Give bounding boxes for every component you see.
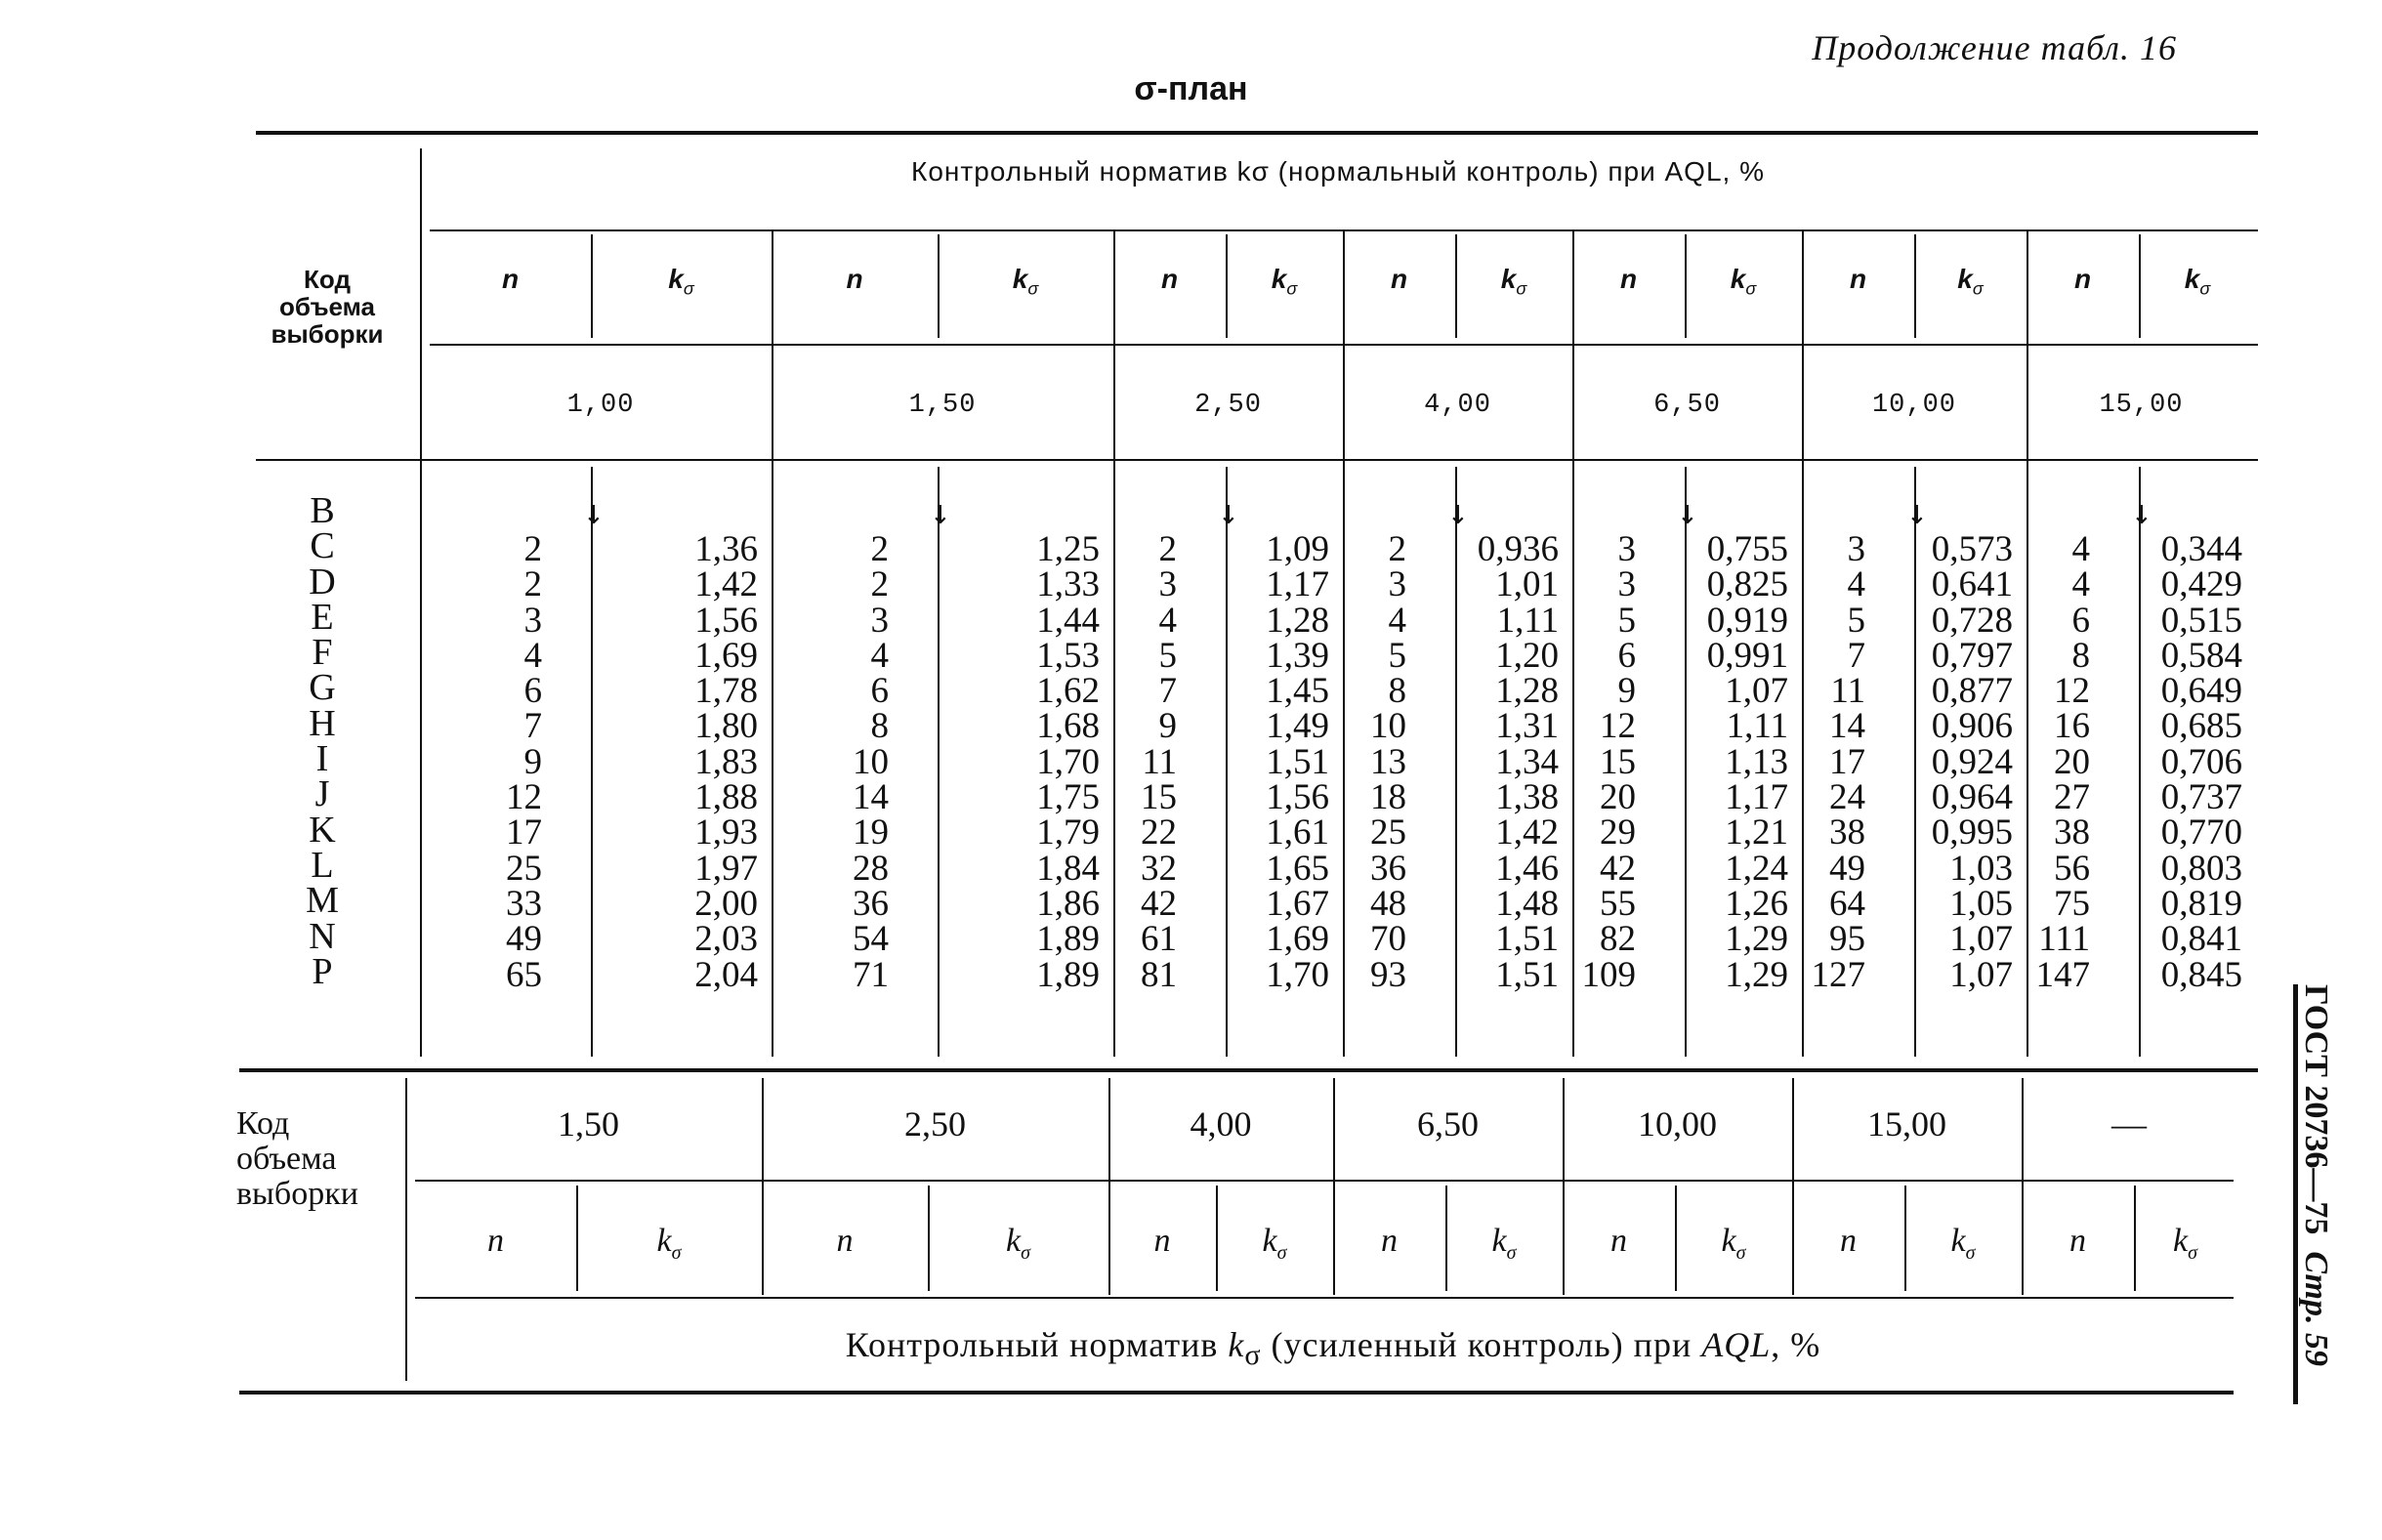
- code-letter: D: [309, 561, 336, 603]
- code-letter: P: [312, 950, 333, 992]
- bottom-aql-value: 1,50: [558, 1104, 619, 1144]
- top-column-n: 3 3 5 6 9 12 15 20 29 42 55 82 109: [1581, 529, 1636, 995]
- code-letter: H: [309, 702, 336, 744]
- top-table-caption: Контрольный норматив kσ (нормальный контроль) при AQL, %: [911, 156, 1765, 187]
- bottom-header-n: n: [836, 1223, 854, 1259]
- bottom-header-k-sub: σ: [1965, 1241, 1976, 1264]
- top-header-n: n: [2073, 264, 2092, 294]
- top-header-n: n: [1160, 264, 1179, 294]
- bottom-header-n: n: [1840, 1223, 1857, 1259]
- top-aql-value: 1,50: [908, 391, 977, 420]
- bottom-header-k-sub: σ: [1735, 1241, 1746, 1264]
- top-header-k: $k_\sigma$: [1500, 264, 1527, 299]
- bottom-aql-rule: [415, 1180, 2234, 1182]
- code-letter: I: [315, 738, 329, 780]
- bottom-header-n: n: [1610, 1223, 1627, 1259]
- top-aql-value: 10,00: [1871, 391, 1956, 420]
- plan-title: σ-план: [1134, 70, 1248, 107]
- top-table-label-divider: [420, 148, 422, 1057]
- top-column-n: 2 3 4 5 7 9 11 15 22 32 42 61 81: [1141, 529, 1177, 995]
- bottom-aql-value: 10,00: [1638, 1104, 1717, 1144]
- top-column-k: 0,573 0,641 0,728 0,797 0,877 0,906 0,924 0,964 0,995 1,03 1,05 1,07 1,07: [1931, 529, 2013, 995]
- bottom-header-k: $k_\sigma$: [1491, 1223, 1517, 1264]
- top-header-k-sub: σ: [683, 278, 694, 299]
- top-aql-value: 4,00: [1424, 391, 1491, 420]
- bottom-header-k-sub: σ: [671, 1241, 682, 1264]
- down-arrow-icon: ↓: [583, 501, 605, 530]
- top-aql-value: 15,00: [2099, 391, 2184, 420]
- bottom-header-k-sub: σ: [1276, 1241, 1287, 1264]
- code-letter: E: [311, 596, 334, 638]
- top-table-bottom-rule: [239, 1068, 2258, 1072]
- top-column-k: 0,755 0,825 0,919 0,991 1,07 1,11 1,13 1,17 1,21 1,24 1,26 1,29 1,29: [1706, 529, 1788, 995]
- down-arrow-icon: ↓: [930, 501, 951, 530]
- bottom-aql-value: 6,50: [1417, 1104, 1479, 1144]
- continuation-label: Продолжение табл. 16: [1812, 28, 2177, 67]
- code-letter: F: [312, 632, 333, 674]
- code-letter: J: [314, 773, 330, 815]
- top-column-k: 1,36 1,42 1,56 1,69 1,78 1,80 1,83 1,88 1,93 1,97 2,00 2,03 2,04: [694, 529, 758, 995]
- top-header-k: $k_\sigma$: [1957, 264, 1984, 299]
- code-letter: L: [311, 844, 334, 886]
- top-header-k-sub: σ: [1516, 278, 1527, 299]
- top-column-n: 4 4 6 8 12 16 20 27 38 56 75 111 147: [2035, 529, 2090, 995]
- side-running-head: ГОСТ 20736—75 Стр. 59: [2298, 984, 2334, 1366]
- top-row-label: Код объема выборки: [271, 265, 384, 349]
- down-arrow-icon: ↓: [1218, 501, 1239, 530]
- bottom-table-label-divider: [405, 1078, 407, 1381]
- top-aql-rule: [256, 459, 2258, 461]
- top-header-k-sub: σ: [1972, 278, 1984, 299]
- top-header-n: n: [1619, 264, 1638, 294]
- down-arrow-icon: ↓: [1677, 501, 1698, 530]
- code-letter: C: [310, 525, 335, 567]
- bottom-header-k: $k_\sigma$: [1950, 1223, 1976, 1264]
- top-header-k: $k_\sigma$: [2184, 264, 2211, 299]
- bottom-aql-value: 4,00: [1190, 1104, 1252, 1144]
- top-header-k-sub: σ: [2199, 278, 2211, 299]
- top-column-k: 0,936 1,01 1,11 1,20 1,28 1,31 1,34 1,38 1,42 1,46 1,48 1,51 1,51: [1477, 529, 1559, 995]
- bottom-header-k: $k_\sigma$: [656, 1223, 682, 1264]
- sample-size-code-letters: [293, 490, 352, 992]
- top-table-top-rule: [256, 131, 2258, 135]
- down-arrow-icon: ↓: [1906, 501, 1928, 530]
- bottom-header-k-sub: σ: [1506, 1241, 1517, 1264]
- bottom-header-n: n: [487, 1223, 504, 1259]
- top-column-n: 2 2 3 4 6 8 10 14 19 28 36 54 71: [853, 529, 889, 995]
- code-letter: M: [306, 880, 339, 922]
- bottom-header-k: $k_\sigma$: [2173, 1223, 2197, 1264]
- bottom-header-n: n: [1153, 1223, 1171, 1259]
- top-header-k-sub: σ: [1286, 278, 1298, 299]
- bottom-table-bottom-rule: [239, 1391, 2234, 1394]
- top-column-k: 1,25 1,33 1,44 1,53 1,62 1,68 1,70 1,75 1,79 1,84 1,86 1,89 1,89: [1036, 529, 1100, 995]
- top-header-k-sub: σ: [1745, 278, 1757, 299]
- bottom-table-caption: Контрольный норматив $k_\sigma$ (усиленный контроль) при AQL, %: [845, 1325, 1821, 1372]
- bottom-aql-value: —: [2111, 1104, 2147, 1144]
- bottom-header-n: n: [2069, 1223, 2086, 1259]
- bottom-header-k: $k_\sigma$: [1006, 1223, 1030, 1264]
- bottom-header-k-sub: σ: [1021, 1241, 1030, 1264]
- bottom-aql-value: 15,00: [1867, 1104, 1946, 1144]
- top-header-n: n: [1390, 264, 1408, 294]
- down-arrow-icon: ↓: [1447, 501, 1469, 530]
- top-header-k: $k_\sigma$: [1730, 264, 1757, 299]
- top-header-k: $k_\sigma$: [1271, 264, 1298, 299]
- bottom-header-k: $k_\sigma$: [1721, 1223, 1746, 1264]
- top-column-n: 2 3 4 5 8 10 13 18 25 36 48 70 93: [1370, 529, 1406, 995]
- top-column-k: 1,09 1,17 1,28 1,39 1,45 1,49 1,51 1,56 1,61 1,65 1,67 1,69 1,70: [1266, 529, 1329, 995]
- top-aql-value: 6,50: [1653, 391, 1721, 420]
- bottom-header-k-sub: σ: [2188, 1241, 2197, 1264]
- down-arrow-icon: ↓: [2131, 501, 2152, 530]
- bottom-header-rule: [415, 1297, 2234, 1299]
- code-letter: B: [310, 490, 335, 531]
- top-header-k: $k_\sigma$: [668, 264, 694, 299]
- code-letter: G: [309, 667, 336, 709]
- code-letter: K: [309, 809, 336, 851]
- top-column-n: 2 2 3 4 6 7 9 12 17 25 33 49 65: [506, 529, 542, 995]
- code-letter: N: [309, 915, 336, 957]
- top-header-n: n: [501, 264, 520, 294]
- bottom-header-n: n: [1381, 1223, 1398, 1259]
- top-header-n: n: [846, 264, 863, 294]
- top-column-k: 0,344 0,429 0,515 0,584 0,649 0,685 0,706 0,737 0,770 0,803 0,819 0,841 0,845: [2160, 529, 2242, 995]
- bottom-aql-value: 2,50: [904, 1104, 966, 1144]
- top-column-n: 3 4 5 7 11 14 17 24 38 49 64 95 127: [1811, 529, 1865, 995]
- bottom-header-k: $k_\sigma$: [1262, 1223, 1287, 1264]
- bottom-row-label: Код объема выборки: [236, 1105, 358, 1212]
- top-aql-value: 1,00: [566, 391, 635, 420]
- top-aql-value: 2,50: [1194, 391, 1262, 420]
- top-header-n: n: [1849, 264, 1867, 294]
- top-header-k: $k_\sigma$: [1012, 264, 1039, 299]
- top-header-k-sub: σ: [1027, 278, 1039, 299]
